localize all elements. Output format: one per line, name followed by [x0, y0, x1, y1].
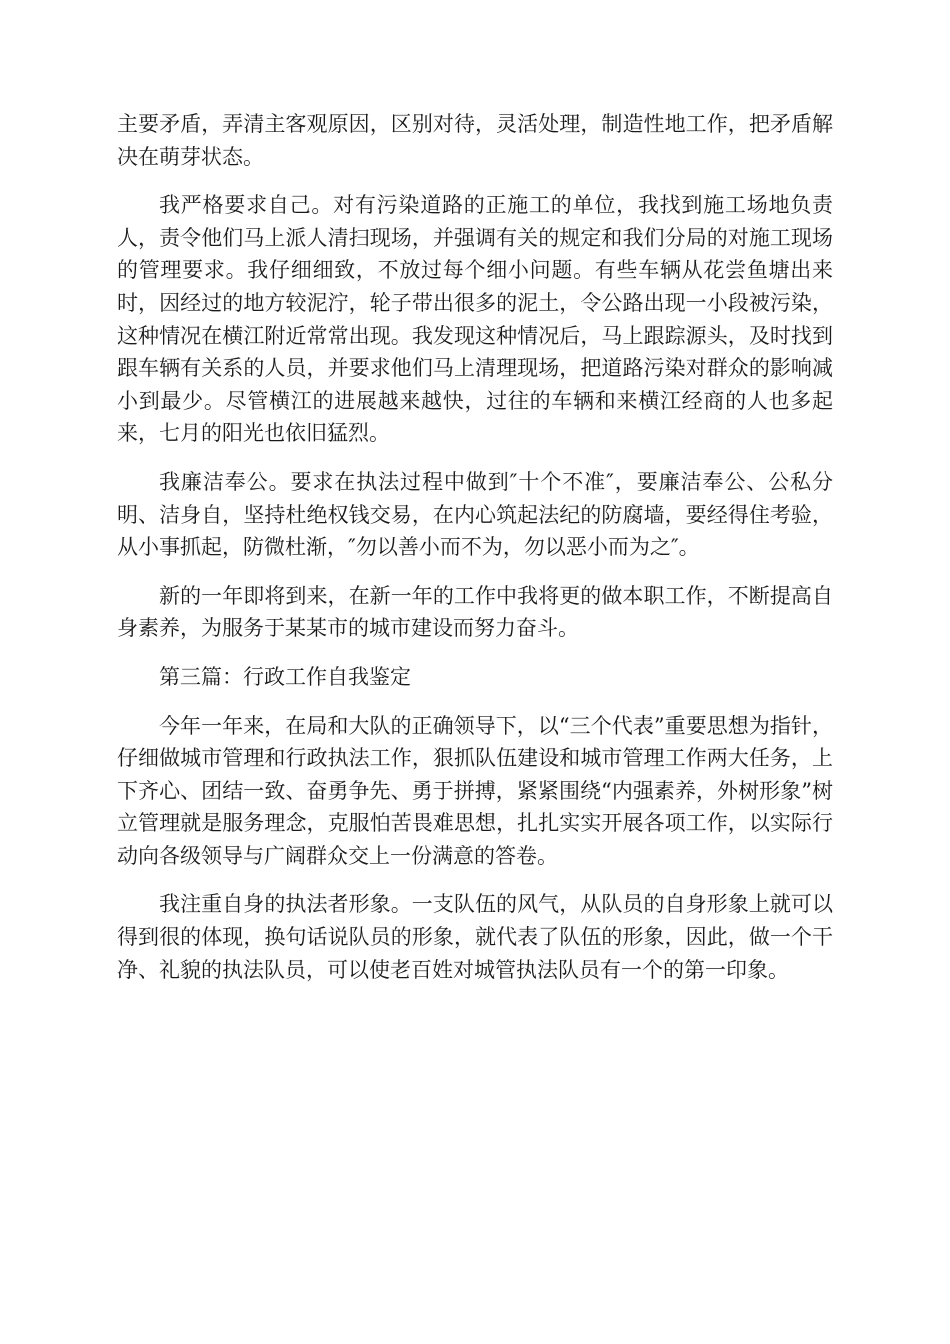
paragraph-integrity: 我廉洁奉公。要求在执法过程中做到″十个不准″，要廉洁奉公、公私分明、洁身自，坚持杜绝权钱交易，在内心筑起法纪的防腐墙，要经得住考验，从小事抓起，防微杜渐，″勿以善小而不为，勿以恶小而为之″。 — [117, 469, 833, 560]
paragraph-new-year: 新的一年即将到来，在新一年的工作中我将更的做本职工作，不断提高自身素养，为服务于某某市的城市建设而努力奋斗。 — [117, 583, 833, 641]
paragraph-self-discipline: 我严格要求自己。对有污染道路的正施工的单位，我找到施工场地负责人，责令他们马上派人清扫现场，并强调有关的规定和我们分局的对施工现场的管理要求。我仔细细致，不放过每个细小问题。有些车辆从花尝鱼塘出来时，因经过的地方较泥泞，轮子带出很多的泥土，令公路出现一小段被污染，这种情况在横江附近常常出现。我发现这种情况后，马上跟踪源头，及时找到跟车辆有关系的人员，并要求他们马上清理现场，把道路污染对群众的影响减小到最少。尽管横江的进展越来越快，过往的车辆和来横江经商的人也多起来，七月的阳光也依旧猛烈。 — [117, 193, 833, 446]
paragraph-image: 我注重自身的执法者形象。一支队伍的风气，从队员的自身形象上就可以得到很的体现，换句话说队员的形象，就代表了队伍的形象，因此，做一个干净、礼貌的执法队员，可以使老百姓对城管执法队员有一个的第一印象。 — [117, 892, 833, 982]
paragraph-annual-summary: 今年一年来，在局和大队的正确领导下，以“三个代表”重要思想为指针，仔细做城市管理和行政执法工作，狠抓队伍建设和城市管理工作两大任务，上下齐心、团结一致、奋勇争先、勇于拼搏，紧紧围绕“内强素养，外树形象”树立管理就是服务理念，克服怕苦畏难思想，扎扎实实开展各项工作，以实际行动向各级领导与广阔群众交上一份满意的答卷。 — [117, 713, 833, 868]
document-page — [117, 108, 833, 1002]
paragraph-continuation: 主要矛盾，弄清主客观原因，区别对待，灵活处理，制造性地工作，把矛盾解决在萌芽状态。 — [117, 112, 833, 169]
section-heading: 第三篇：行政工作自我鉴定 — [159, 664, 411, 689]
